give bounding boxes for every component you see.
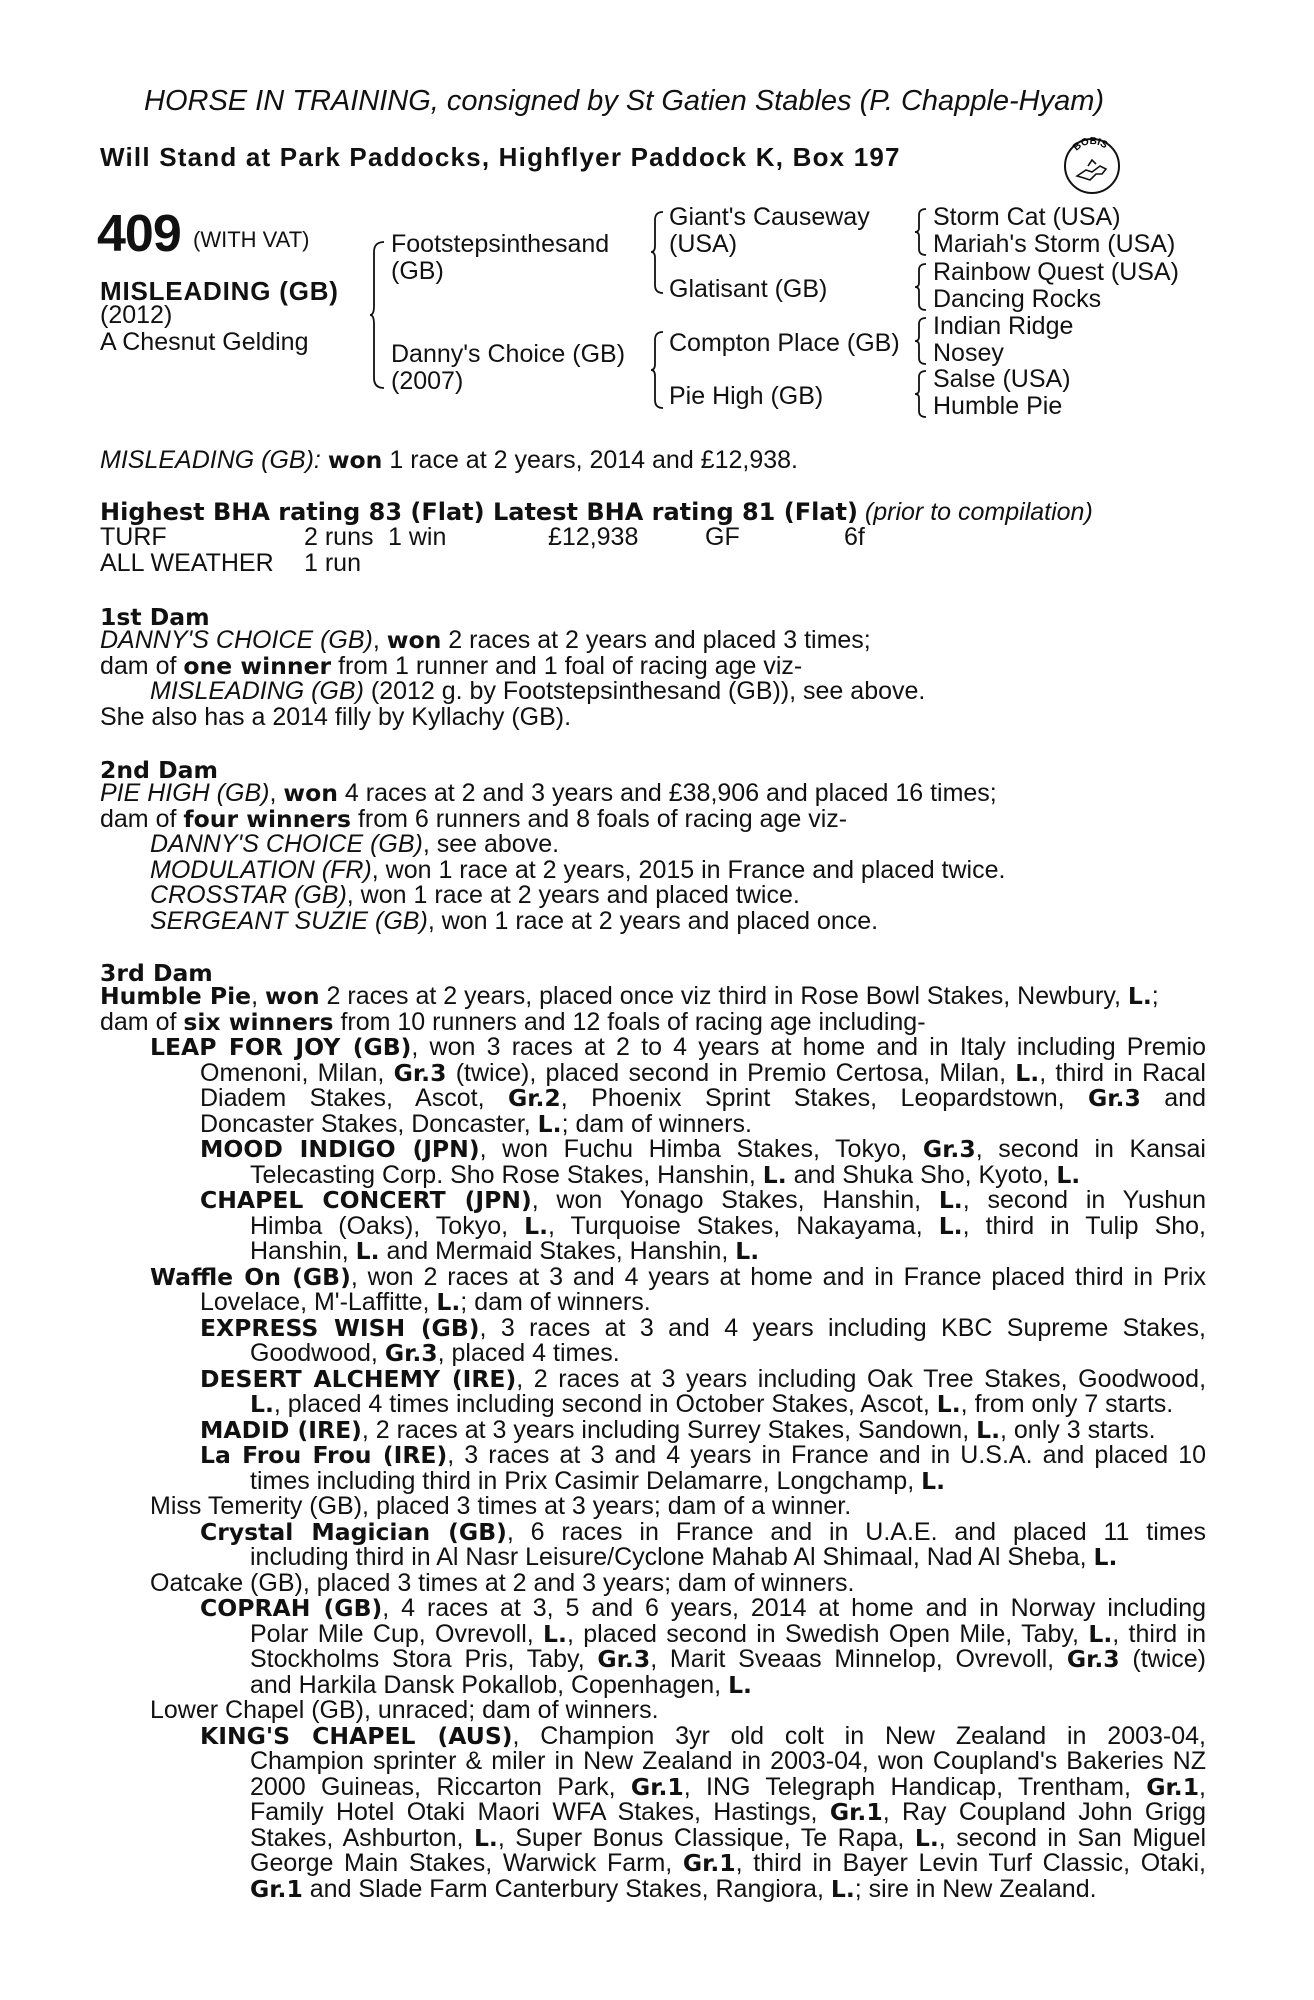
lot-number: 409	[97, 205, 181, 263]
produce-sub-entry	[100, 1443, 1206, 1494]
first-dam-heading: 1st Dam	[100, 603, 210, 631]
vat-label: (WITH VAT)	[193, 227, 310, 252]
produce-line: LEAP FOR JOY (GB), won 3 races at 2 to 4 years at home and in Italy including Premio	[150, 1033, 1206, 1061]
produce-line: Crystal Magician (GB), 6 races in France and in U.A.E. and placed 11 times	[200, 1517, 1207, 1546]
second-dam-section: PIE HIGH (GB), won 4 races at 2 and 3 years and £38,906 and placed 16 times; dam of four winners from 6 runners and 8 foals of racing age viz- DANNY'S CHOICE (GB), see above. MODULATION (FR), won 1 race at 2 years, 2015 in France and placed twice. CROSSTAR (GB), won 1 race at 2 years and placed twice. SERGEANT SUZIE (GB), won 1 race at 2 years and placed once.	[100, 779, 1006, 935]
pedigree-brace-main	[370, 240, 386, 390]
produce-line: Omenoni, Milan, Gr.3 (twice), placed second in Premio Certosa, Milan, L., third in Racal	[200, 1058, 1206, 1087]
ggs-pair-3: Indian Ridge Nosey	[933, 312, 1074, 367]
produce-line: Stockholms Stora Pris, Taby, Gr.3, Marit Sveaas Minnelop, Ovrevoll, Gr.3 (twice)	[250, 1645, 1206, 1673]
ggs-pair-1: Storm Cat (USA) Mariah's Storm (USA)	[933, 203, 1176, 258]
produce-line: Polar Mile Cup, Ovrevoll, L., placed second in Swedish Open Mile, Taby, L., third in	[250, 1619, 1206, 1648]
produce-sub-entry	[100, 1313, 1206, 1367]
produce-sub-entry	[100, 1721, 1207, 1903]
produce-line: EXPRESS WISH (GB), 3 races at 3 and 4 years including KBC Supreme Stakes,	[200, 1313, 1206, 1342]
ggs-pair-2: Rainbow Quest (USA) Dancing Rocks	[933, 258, 1179, 313]
produce-entry	[100, 1035, 1206, 1137]
produce-line: DESERT ALCHEMY (IRE), 2 races at 3 years including Oak Tree Stakes, Goodwood,	[200, 1364, 1207, 1393]
pedigree-brace-sire	[651, 210, 665, 295]
produce-line: 2000 Guineas, Riccarton Park, Gr.1, ING Telegraph Handicap, Trentham, Gr.1,	[250, 1772, 1206, 1801]
bobis-logo	[1062, 136, 1122, 196]
horse-description: A Chesnut Gelding	[100, 328, 309, 356]
ggs-pair-4: Salse (USA) Humble Pie	[933, 365, 1071, 420]
pedigree-brace-dam	[651, 330, 665, 410]
svg-text:BOBIS	[1071, 136, 1109, 153]
pedigree-brace-ggs-1	[914, 207, 928, 257]
produce-line: MADID (IRE), 2 races at 3 years including Surrey Stakes, Sandown, L., only 3 starts.	[200, 1415, 1156, 1444]
produce-sub-entry	[100, 1137, 1206, 1188]
dam-dam: Pie High (GB)	[669, 382, 824, 410]
first-dam-section: DANNY'S CHOICE (GB), won 2 races at 2 years and placed 3 times; dam of one winner from 1 runner and 1 foal of racing age viz- MISLEADING (GB) (2012 g. by Footstepsinthesand (GB)), see above. She also has a 2014 filly by Kyllachy (GB).	[100, 626, 926, 731]
dam-sire: Compton Place (GB)	[669, 329, 900, 357]
pedigree-brace-ggs-2	[914, 262, 928, 312]
produce-line: MOOD INDIGO (JPN), won Fuchu Himba Stakes, Tokyo, Gr.3, second in Kansai	[200, 1135, 1206, 1163]
stand-location: Will Stand at Park Paddocks, Highflyer Paddock K, Box 197	[100, 142, 901, 172]
sire-dam: Glatisant (GB)	[669, 275, 828, 303]
produce-line: Lower Chapel (GB), unraced; dam of winners.	[150, 1696, 659, 1724]
produce-entry	[100, 1698, 1206, 1724]
dam: Danny's Choice (GB) (2007)	[391, 340, 626, 395]
produce-line: Doncaster Stakes, Doncaster, L.; dam of winners.	[200, 1109, 752, 1138]
produce-line: COPRAH (GB), 4 races at 3, 5 and 6 years, 2014 at home and in Norway including	[200, 1594, 1207, 1622]
produce-line: Stakes, Ashburton, L., Super Bonus Classique, Te Rapa, L., second in San Miguel	[250, 1823, 1206, 1852]
produce-line: L., placed 4 times including second in October Stakes, Ascot, L., from only 7 starts.	[250, 1390, 1174, 1418]
produce-line: CHAPEL CONCERT (JPN), won Yonago Stakes, Hanshin, L., second in Yushun	[200, 1186, 1206, 1214]
produce-line: Goodwood, Gr.3, placed 4 times.	[250, 1339, 620, 1367]
produce-line: Lovelace, M'-Laffitte, L.; dam of winners.	[200, 1288, 651, 1316]
produce-line: Oatcake (GB), placed 3 times at 2 and 3 years; dam of winners.	[150, 1568, 855, 1597]
produce-line: including third in Al Nasr Leisure/Cyclone Mahab Al Shimaal, Nad Al Sheba, L.	[250, 1543, 1118, 1571]
produce-line: Family Hotel Otaki Maori WFA Stakes, Hastings, Gr.1, Ray Coupland John Grigg	[250, 1798, 1206, 1826]
produce-line: and Harkila Dansk Pokallob, Copenhagen, L.	[250, 1670, 752, 1699]
produce-entry	[100, 1262, 1206, 1316]
pedigree-brace-ggs-3	[914, 316, 928, 366]
third-dam-intro: Humble Pie, won 2 races at 2 years, placed once viz third in Rose Bowl Stakes, Newbury, L.; dam of six winners from 10 runners and 12 foals of racing age including-	[100, 982, 1159, 1036]
page-title: HORSE IN TRAINING, consigned by St Gatien Stables (P. Chapple-Hyam)	[144, 85, 1105, 117]
logo-text: BOBIS	[1071, 136, 1110, 154]
produce-line: Gr.1 and Slade Farm Canterbury Stakes, Rangiora, L.; sire in New Zealand.	[250, 1874, 1097, 1903]
foaling-year: (2012)	[100, 301, 173, 329]
bha-rating-line: Highest BHA rating 83 (Flat) Latest BHA rating 81 (Flat) (prior to compilation)	[100, 498, 1093, 526]
produce-entry	[100, 1568, 1206, 1597]
second-dam-heading: 2nd Dam	[100, 756, 218, 784]
produce-sub-entry	[100, 1596, 1206, 1698]
race-summary: MISLEADING (GB): won 1 race at 2 years, 2014 and £12,938.	[100, 446, 798, 474]
sire-sire: Giant's Causeway (USA)	[669, 203, 870, 258]
produce-line: George Main Stakes, Warwick Farm, Gr.1, third in Bayer Levin Turf Classic, Otaki,	[250, 1849, 1207, 1877]
produce-line: Champion sprinter & miler in New Zealand in 2003-04, won Coupland's Bakeries NZ	[250, 1747, 1206, 1775]
produce-sub-entry	[100, 1415, 1206, 1444]
produce-sub-entry	[100, 1364, 1207, 1418]
produce-line: La Frou Frou (IRE), 3 races at 3 and 4 years in France and in U.S.A. and placed 10	[200, 1441, 1206, 1469]
produce-sub-entry	[100, 1188, 1206, 1265]
produce-line: KING'S CHAPEL (AUS), Champion 3yr old colt in New Zealand in 2003-04,	[200, 1721, 1207, 1750]
produce-sub-entry	[100, 1517, 1207, 1571]
produce-line: Waffle On (GB), won 2 races at 3 and 4 years at home and in France placed third in Prix	[150, 1262, 1206, 1291]
produce-line: Miss Temerity (GB), placed 3 times at 3 years; dam of a winner.	[150, 1492, 852, 1520]
third-dam-heading: 3rd Dam	[100, 959, 213, 987]
horse-name: MISLEADING (GB)	[100, 276, 339, 306]
produce-line: Himba (Oaks), Tokyo, L., Turquoise Stakes, Nakayama, L., third in Tulip Sho,	[250, 1211, 1206, 1240]
produce-line: Hanshin, L. and Mermaid Stakes, Hanshin, L.	[250, 1237, 760, 1265]
produce-line: times including third in Prix Casimir Delamarre, Longchamp, L.	[250, 1466, 945, 1495]
produce-line: Diadem Stakes, Ascot, Gr.2, Phoenix Sprint Stakes, Leopardstown, Gr.3 and	[200, 1084, 1206, 1112]
produce-line: Telecasting Corp. Sho Rose Stakes, Hanshin, L. and Shuka Sho, Kyoto, L.	[250, 1160, 1081, 1189]
third-dam-produce	[100, 1035, 1206, 1902]
sire: Footstepsinthesand (GB)	[391, 230, 610, 285]
produce-entry	[100, 1494, 1206, 1520]
pedigree-brace-ggs-4	[914, 369, 928, 419]
